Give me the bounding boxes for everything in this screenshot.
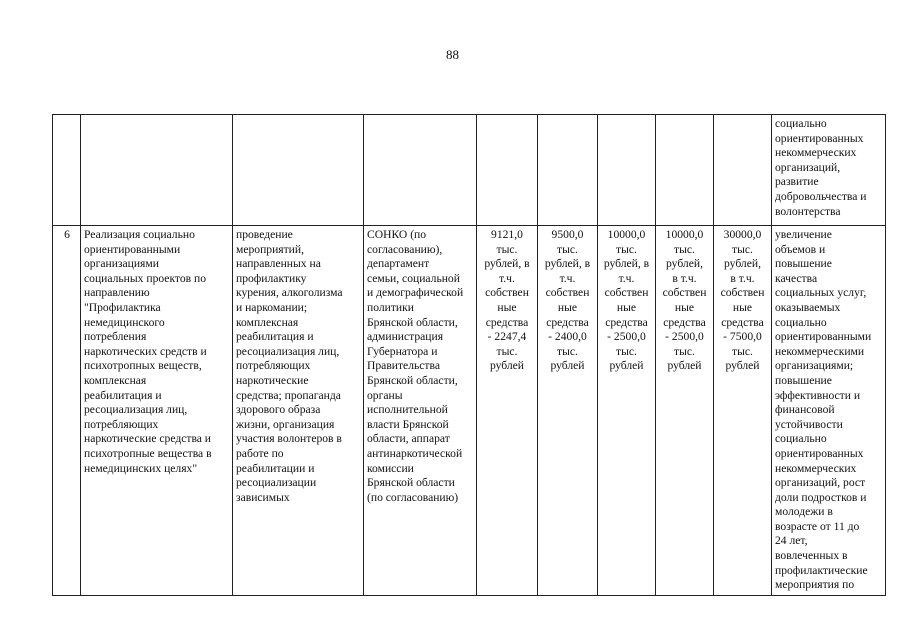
table-row-continuation	[53, 115, 886, 226]
text-line: профилактические	[775, 563, 868, 577]
text-line: зависимых	[236, 490, 290, 504]
cell-funding-4	[656, 115, 714, 226]
text-line: т.ч.	[499, 271, 515, 285]
cell-activities	[233, 226, 364, 596]
text-line: потребляющих	[84, 417, 159, 431]
text-line: доли подростков и	[775, 490, 867, 504]
text-line: органы	[367, 388, 403, 402]
text-line: мероприятия по	[775, 578, 855, 592]
text-line: ные	[732, 300, 753, 314]
text-line: ные	[616, 300, 637, 314]
text-line: эффективности и	[775, 388, 861, 402]
text-line: т.ч.	[559, 271, 576, 285]
table-row-6	[53, 226, 886, 596]
text-line: тыс.	[674, 344, 695, 358]
text-line: тыс.	[732, 242, 753, 256]
text-line: добровольчества и	[775, 189, 867, 203]
text-line: администрация	[367, 330, 444, 344]
cell-funding-5	[714, 226, 772, 596]
text-line: комиссии	[367, 461, 414, 475]
text-line: средства	[721, 315, 764, 329]
text-line: наркотические	[236, 373, 309, 387]
cell-funding-5	[714, 115, 772, 226]
text-line: 9121,0	[491, 228, 523, 241]
text-line: в т.ч.	[730, 271, 755, 285]
cell-name	[81, 115, 233, 226]
text-line: тыс.	[496, 344, 518, 358]
text-line: проведение	[236, 228, 293, 241]
text-line: - 2500,0	[607, 330, 646, 344]
text-line: ресоциализация лиц,	[236, 344, 340, 358]
text-line: собствен	[604, 286, 649, 300]
text-line: волонтерства	[775, 204, 841, 218]
cell-number	[53, 115, 81, 226]
text-line: собствен	[720, 286, 765, 300]
text-line: социальных проектов по	[84, 271, 207, 285]
text-line: потребляющих	[236, 359, 311, 373]
text-line: тыс.	[557, 344, 578, 358]
text-line: рублей	[550, 359, 585, 373]
cell-effect	[772, 226, 886, 596]
text-line: немедицинского	[84, 315, 165, 329]
text-line: антинаркотической	[367, 446, 463, 460]
text-line: повышение	[775, 257, 832, 271]
cell-funding-2	[538, 226, 598, 596]
text-line: социально	[775, 315, 827, 329]
cell-funding-3	[598, 226, 656, 596]
text-line: рублей, в	[484, 257, 530, 271]
text-line: участия волонтеров в	[236, 432, 342, 446]
text-line: социально	[775, 117, 827, 130]
text-line: ориентированными	[84, 242, 181, 256]
text-line: потребления	[84, 330, 147, 344]
text-line: молодежи в	[775, 505, 833, 519]
text-line: 30000,0	[723, 228, 762, 241]
cell-funding-1	[477, 226, 538, 596]
text-line: политики	[367, 300, 414, 314]
text-line: ресоциализации	[236, 476, 317, 490]
text-line: комплексная	[84, 373, 147, 387]
text-line: тыс.	[732, 344, 753, 358]
text-line: вовлеченных в	[775, 549, 848, 563]
text-line: организациями;	[775, 359, 854, 373]
text-line: рублей	[489, 359, 525, 373]
text-line: ориентированными	[775, 330, 872, 344]
text-line: наркотические средства и	[84, 432, 212, 446]
text-line: департамент	[367, 257, 430, 271]
text-line: направлению	[84, 286, 150, 300]
cell-name	[81, 226, 233, 596]
text-line: объемов и	[775, 242, 826, 256]
text-line: некоммерческих	[775, 146, 857, 160]
text-line: - 7500,0	[723, 330, 762, 344]
text-line: реабилитации и	[236, 461, 315, 475]
text-line: собствен	[545, 286, 590, 300]
text-line: направленных на	[236, 257, 321, 271]
text-line: организациями	[84, 257, 159, 271]
text-line: рублей	[609, 359, 644, 373]
program-table	[52, 114, 886, 596]
text-line: социальных услуг,	[775, 286, 867, 300]
text-line: рублей, в	[603, 257, 650, 271]
text-line: повышение	[775, 373, 832, 387]
text-line: качества	[775, 271, 818, 285]
page-number: 88	[446, 47, 459, 62]
cell-funding-2	[538, 115, 598, 226]
text-line: социально	[775, 432, 827, 446]
text-line: организаций, рост	[775, 476, 866, 490]
cell-effect	[772, 115, 886, 226]
text-line: согласованию),	[367, 242, 443, 256]
text-line: рублей	[725, 359, 760, 373]
text-line: психотропных веществ,	[84, 359, 202, 373]
text-line: тыс.	[616, 344, 637, 358]
text-line: устойчивости	[775, 417, 843, 431]
text-line: 24 лет,	[775, 534, 808, 548]
text-line: оказываемых	[775, 300, 841, 314]
text-line: - 2500,0	[665, 330, 704, 344]
text-line: организаций,	[775, 160, 841, 174]
text-line: Брянской области,	[367, 373, 458, 387]
text-line: финансовой	[775, 403, 835, 417]
text-line: средства; пропаганда	[236, 388, 341, 402]
text-line: в т.ч.	[672, 271, 697, 285]
text-line: некоммерческих	[775, 461, 857, 475]
text-line: ориентированных	[775, 131, 864, 145]
text-line: увеличение	[775, 228, 832, 241]
text-line: ориентированных	[775, 446, 864, 460]
cell-funding-4	[656, 226, 714, 596]
text-line: рублей,	[666, 257, 703, 271]
text-line: тыс.	[496, 242, 518, 256]
text-line: 10000,0	[665, 228, 704, 241]
text-line: здорового образа	[236, 403, 321, 417]
text-line: наркотических средств и	[84, 344, 207, 358]
text-line: и наркомании;	[236, 300, 308, 314]
text-line: рублей, в	[544, 257, 591, 271]
text-line: жизни, организация	[236, 417, 335, 431]
text-line: - 2247,4	[487, 330, 527, 344]
text-line: средства	[546, 315, 589, 329]
text-line: средства	[663, 315, 706, 329]
text-line: немедицинских целях"	[84, 461, 198, 475]
text-line: некоммерческими	[775, 344, 865, 358]
text-line: 9500,0	[551, 228, 584, 241]
text-line: Губернатора и	[367, 344, 438, 358]
text-line: средства	[605, 315, 648, 329]
text-line: рублей,	[724, 257, 761, 271]
text-line: реабилитация и	[84, 388, 162, 402]
text-line: ные	[557, 300, 578, 314]
text-line: Брянской области	[367, 476, 455, 490]
row-number: 6	[53, 226, 81, 596]
cell-funding-1	[477, 115, 538, 226]
text-line: семьи, социальной	[367, 271, 460, 285]
text-line: ные	[674, 300, 695, 314]
text-line: реабилитация и	[236, 330, 314, 344]
text-line: комплексная	[236, 315, 299, 329]
text-line: мероприятий,	[236, 242, 304, 256]
text-line: психотропные вещества в	[84, 446, 212, 460]
text-line: тыс.	[674, 242, 695, 256]
text-line: исполнительной	[367, 403, 448, 417]
text-line: Реализация социально	[84, 228, 195, 241]
text-line: тыс.	[616, 242, 637, 256]
text-line: возрасте от 11 до	[775, 519, 860, 533]
text-line: СОНКО (по	[367, 228, 427, 241]
text-line: ные	[497, 300, 517, 314]
text-line: средства	[485, 315, 529, 329]
text-line: тыс.	[557, 242, 578, 256]
text-line: "Профилактика	[84, 300, 161, 314]
cell-executors	[364, 115, 477, 226]
text-line: профилактику	[236, 271, 307, 285]
text-line: ресоциализация лиц,	[84, 403, 188, 417]
cell-executors	[364, 226, 477, 596]
text-line: развитие	[775, 175, 819, 189]
text-line: работе по	[236, 446, 284, 460]
text-line: 10000,0	[607, 228, 646, 241]
text-line: т.ч.	[618, 271, 635, 285]
text-line: Правительства	[367, 359, 440, 373]
text-line: - 2400,0	[548, 330, 587, 344]
text-line: собствен	[662, 286, 707, 300]
text-line: Брянской области,	[367, 315, 458, 329]
text-line: области, аппарат	[367, 432, 450, 446]
cell-funding-3	[598, 115, 656, 226]
text-line: власти Брянской	[367, 417, 449, 431]
text-line: (по согласованию)	[367, 490, 459, 504]
text-line: и демографической	[367, 286, 464, 300]
text-line: рублей	[667, 359, 702, 373]
text-line: курения, алкоголизма	[236, 286, 343, 300]
text-line: собствен	[485, 286, 529, 300]
cell-activities	[233, 115, 364, 226]
